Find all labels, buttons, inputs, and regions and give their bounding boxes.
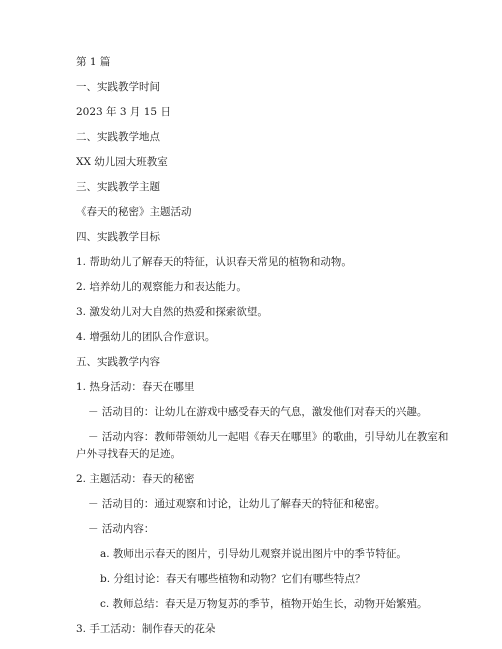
chapter-label: 第 1 篇 <box>76 56 111 68</box>
activity2-title: 2. 主题活动：春天的秘密 <box>76 473 195 485</box>
activity2-goal: － 活动目的：通过观察和讨论，让幼儿了解春天的特征和秘密。 <box>88 498 386 510</box>
activity2-item: b. 分组讨论：春天有哪些植物和动物？它们有哪些特点？ <box>100 573 366 585</box>
time-value: 2023 年 3 月 15 日 <box>76 106 171 118</box>
goal-item: 1. 帮助幼儿了解春天的特征，认识春天常见的植物和动物。 <box>76 256 352 268</box>
activity2-item: a. 教师出示春天的图片，引导幼儿观察并说出图片中的季节特征。 <box>100 548 407 560</box>
activity1-content-continued: 户外寻找春天的足迹。 <box>76 448 181 460</box>
activity3-title: 3. 手工活动：制作春天的花朵 <box>76 623 216 635</box>
activity1-goal: － 活动目的：让幼儿在游戏中感受春天的气息，激发他们对春天的兴趣。 <box>88 406 428 418</box>
goal-item: 3. 激发幼儿对大自然的热爱和探索欲望。 <box>76 306 268 318</box>
place-value: XX 幼儿园大班教室 <box>76 156 168 168</box>
goals-heading: 四、实践教学目标 <box>76 231 160 243</box>
time-heading: 一、实践教学时间 <box>76 81 160 93</box>
activity2-item: c. 教师总结：春天是万物复苏的季节，植物开始生长，动物开始繁殖。 <box>100 598 428 610</box>
place-heading: 二、实践教学地点 <box>76 131 160 143</box>
activity2-content-label: － 活动内容： <box>88 523 155 535</box>
activity1-content: － 活动内容：教师带领幼儿一起唱《春天在哪里》的歌曲，引导幼儿在教室和 <box>88 431 449 443</box>
goal-item: 4. 增强幼儿的团队合作意识。 <box>76 331 216 343</box>
theme-value: 《春天的秘密》主题活动 <box>76 206 192 218</box>
goal-item: 2. 培养幼儿的观察能力和表达能力。 <box>76 281 247 293</box>
theme-heading: 三、实践教学主题 <box>76 181 160 193</box>
content-heading: 五、实践教学内容 <box>76 356 160 368</box>
activity1-title: 1. 热身活动：春天在哪里 <box>76 381 195 393</box>
